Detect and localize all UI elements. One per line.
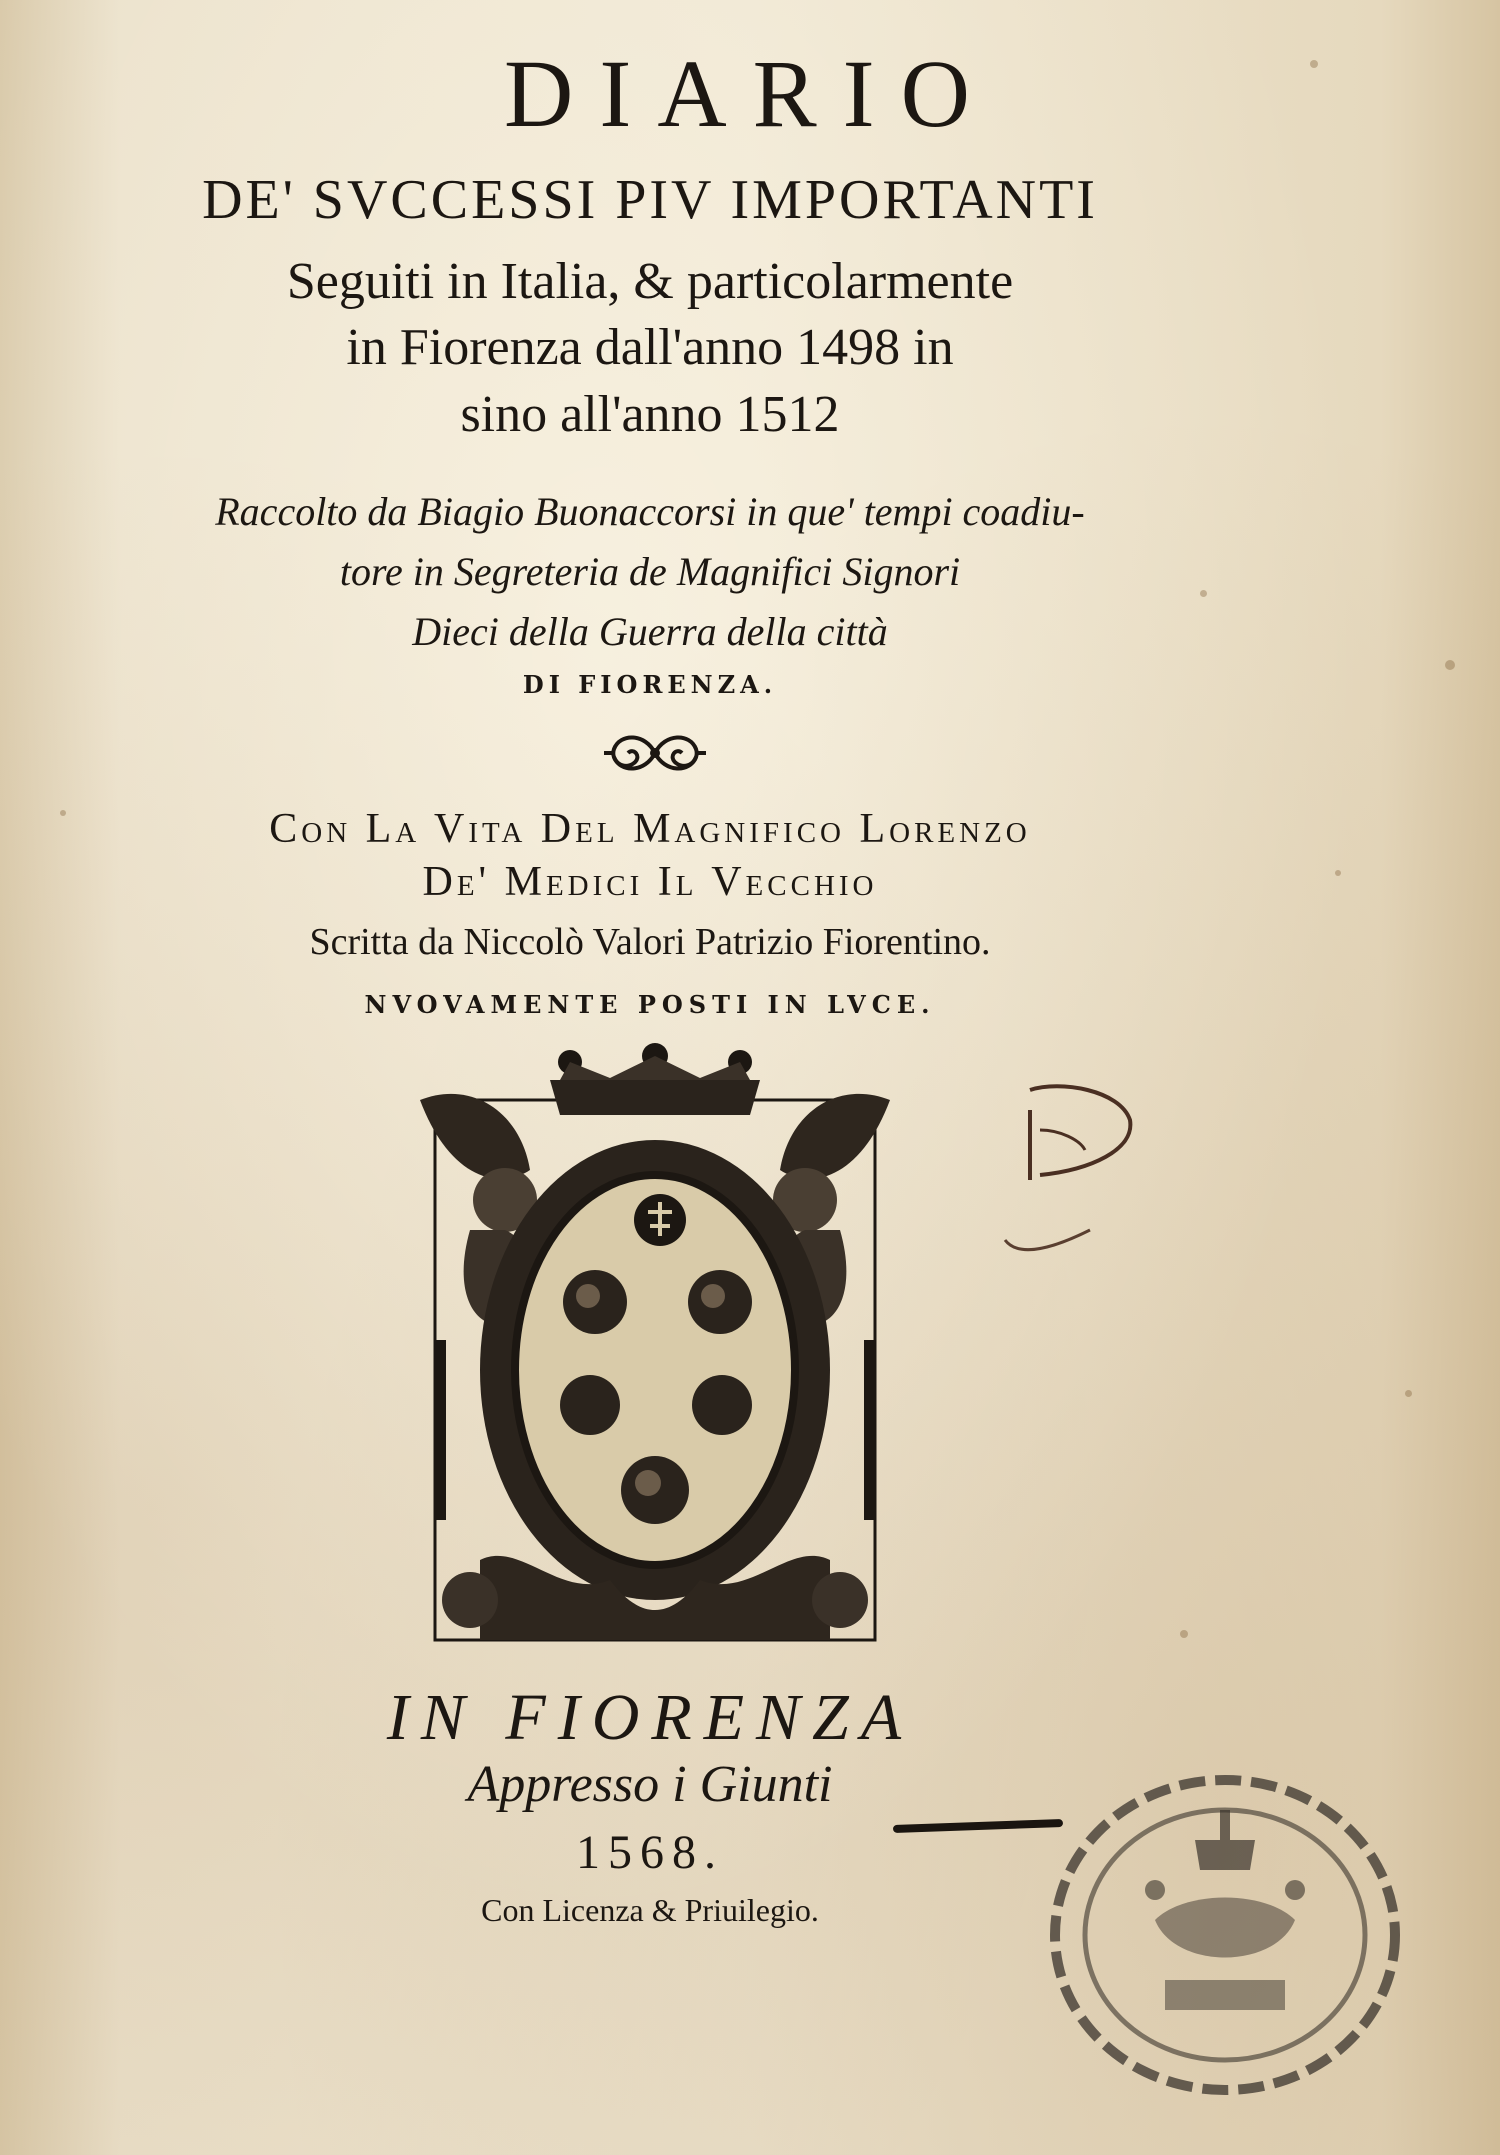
imprint-publisher: Appresso i Giunti [467,1756,833,1813]
subtitle-line-4: in Fiorenza dall'anno 1498 in [346,319,954,376]
vita-author: Scritta da Niccolò Valori Patrizio Fiorentino. [309,921,991,963]
vita-line-2: De' Medici Il Vecchio [422,859,878,905]
compiler-line-3: Dieci della Guerra della città [412,609,888,654]
paper-spot [1180,1630,1188,1638]
library-stamp-icon [1045,1770,1405,2104]
vita-line-1: Con La Vita Del Magnifico Lorenzo [269,806,1031,852]
paper-spot [1335,870,1341,876]
book-title: DIARIO [504,40,996,147]
imprint-place: IN FIORENZA [386,1681,914,1754]
fleuron-icon [600,725,710,785]
compiler-line-1: Raccolto da Biagio Buonaccorsi in que' tempi coadiu- [215,489,1085,534]
edition-note: NVOVAMENTE POSTI IN LVCE. [364,990,936,1019]
subtitle-line-3: Seguiti in Italia, & particolarmente [286,253,1014,310]
medici-coat-of-arms-icon [410,1040,900,1664]
handwritten-d-mark [1000,1070,1150,1274]
license-note: Con Licenza & Priuilegio. [481,1892,819,1928]
book-subtitle: DE' SVCCESSI PIV IMPORTANTI [202,169,1098,231]
compiler-line-4: DI FIORENZA. [522,670,778,699]
paper-spot [1445,660,1455,670]
imprint-year: 1568. [576,1826,724,1879]
compiler-line-2: tore in Segreteria de Magnifici Signori [339,549,961,594]
subtitle-line-5: sino all'anno 1512 [460,386,840,443]
paper-spot [1405,1390,1412,1397]
